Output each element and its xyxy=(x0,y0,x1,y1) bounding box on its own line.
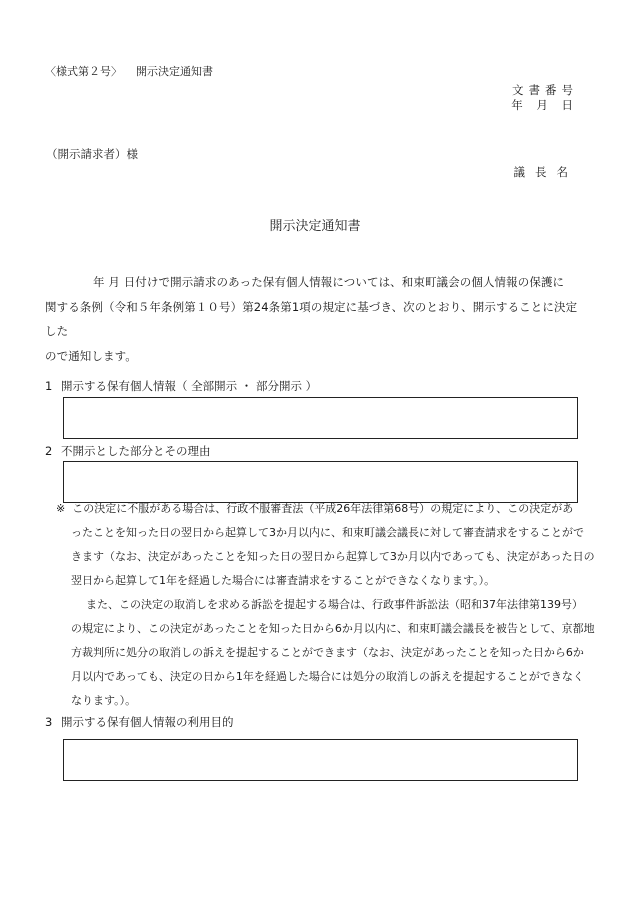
section-number: 1 xyxy=(45,379,53,393)
section-1-input-box[interactable] xyxy=(63,397,578,439)
notice-line: 翌日から起算して1年を経過した場合には審査請求をすることができなくなります。）。 xyxy=(71,574,496,587)
notice-line: ※ この決定に不服がある場合は、行政不服審査法（平成26年法律第68号）の規定により、この決定があ xyxy=(56,502,574,515)
notice-line: ったことを知った日の翌日から起算して3か月以内に、和束町議会議長に対して審査請求をすることがで xyxy=(71,526,584,539)
section-number: 3 xyxy=(45,715,53,729)
form-title: 開示決定通知書 xyxy=(136,65,213,78)
notice-line: 月以内であっても、決定の日から1年を経過した場合には処分の取消しの訴えを提起することができなく xyxy=(71,670,584,683)
sender-name: 議長名 xyxy=(513,165,578,179)
body-line: 年 月 日付けで開示請求のあった保有個人情報については、和束町議会の個人情報の保護に xyxy=(93,275,565,289)
section-label: 不開示とした部分とその理由 xyxy=(61,444,211,458)
section-number: 2 xyxy=(45,444,53,458)
section-3-input-box[interactable] xyxy=(63,739,578,781)
section-label: 開示する保有個人情報（ 全部開示 ・ 部分開示 ） xyxy=(61,379,318,393)
appeal-notice xyxy=(56,497,595,713)
notice-mark: ※ xyxy=(56,502,66,515)
body-paragraph xyxy=(45,270,585,368)
document-title: 開示決定通知書 xyxy=(269,219,361,234)
form-number: 〈様式第２号〉 xyxy=(45,65,122,78)
notice-line: また、この決定の取消しを求める訴訟を提起する場合は、行政事件訴訟法（昭和37年法律第139号） xyxy=(86,598,583,611)
section-1-heading xyxy=(45,378,317,394)
section-3-heading xyxy=(45,714,234,730)
document-date: 年 月 日 xyxy=(511,98,578,112)
notice-line: なります。）。 xyxy=(71,694,137,707)
notice-line: きます（なお、決定があったことを知った日の翌日から起算して3か月以内であっても、決定があった日の xyxy=(71,550,595,563)
section-label: 開示する保有個人情報の利用目的 xyxy=(61,715,234,729)
body-line: 関する条例（令和５年条例第１０号）第24条第1項の規定に基づき、次のとおり、開示することに決定した xyxy=(45,299,578,338)
form-number-line xyxy=(45,63,213,79)
notice-line: の規定により、この決定があったことを知った日から6か月以内に、和束町議会議長を被告として、京都地 xyxy=(71,622,595,635)
body-line: ので通知します。 xyxy=(45,348,137,363)
section-2-heading xyxy=(45,443,211,459)
document-number: 文書番号 xyxy=(512,83,578,97)
recipient-name: （開示請求者）様 xyxy=(46,147,138,161)
notice-line: 方裁判所に処分の取消しの訴えを提起することができます（なお、決定があったことを知った日から6か xyxy=(71,646,584,659)
